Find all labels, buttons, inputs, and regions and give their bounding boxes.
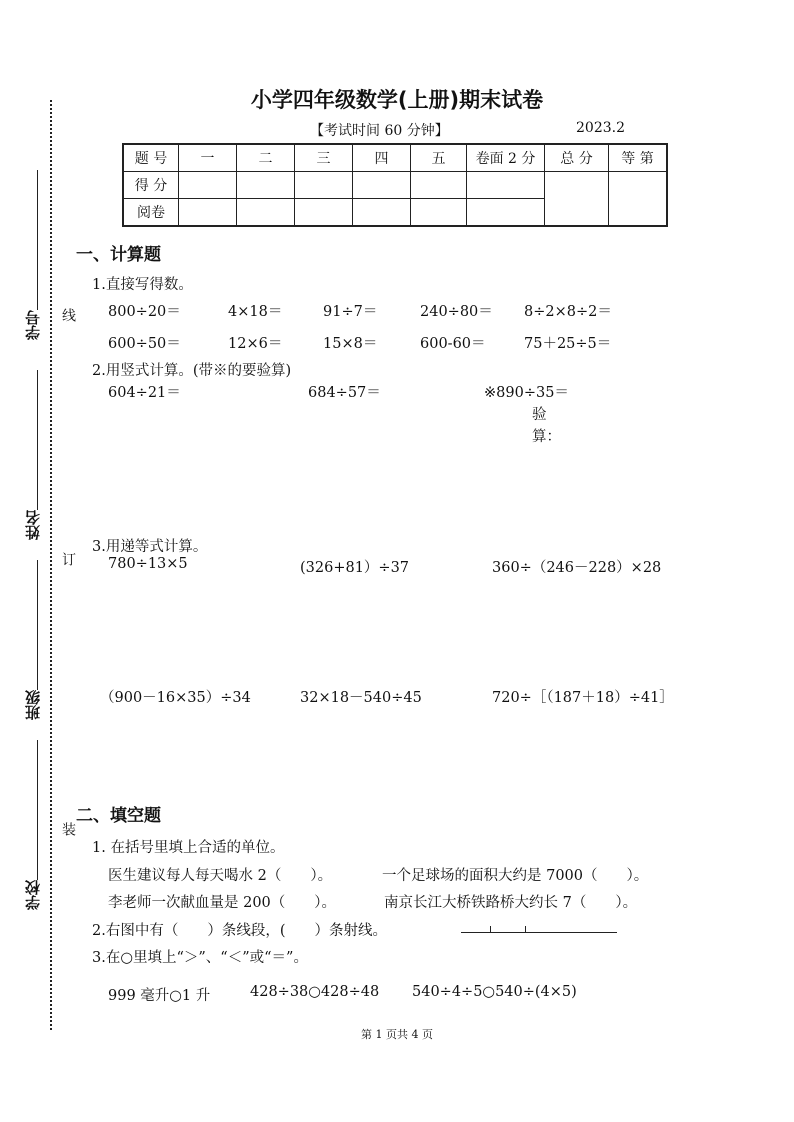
header-cell: 卷面 2 分 xyxy=(467,144,545,172)
q1-item: 600÷50＝ xyxy=(108,336,181,352)
page-title: 小学四年级数学(上册)期末试卷 xyxy=(250,88,544,112)
q2-item: 684÷57＝ xyxy=(308,385,381,401)
total-score-cell[interactable] xyxy=(545,172,609,227)
binding-mark-line: 线 xyxy=(60,308,76,322)
section1-heading: 一、计算题 xyxy=(76,245,161,265)
score-cell[interactable] xyxy=(295,172,353,199)
q1-item: 75＋25÷5＝ xyxy=(524,336,612,352)
q1-title: 1.直接写得数。 xyxy=(92,277,193,293)
exam-date: 2023.2 xyxy=(576,120,625,136)
q1-item: 91÷7＝ xyxy=(323,304,378,320)
school-field-line xyxy=(37,740,38,880)
q2-item: ※890÷35＝ xyxy=(484,385,569,401)
reviewer-cell[interactable] xyxy=(411,199,467,227)
compare-item: 540÷4÷5○540÷(4×5) xyxy=(412,984,577,1000)
header-cell: 五 xyxy=(411,144,467,172)
section2-heading: 二、填空题 xyxy=(76,806,161,826)
class-field-line xyxy=(37,560,38,690)
line-ray-figure xyxy=(461,932,617,933)
check-label-2: 算： xyxy=(532,429,561,445)
header-cell: 一 xyxy=(179,144,237,172)
q1-item: 600-60＝ xyxy=(420,336,486,352)
binding-mark-staple: 订 xyxy=(60,552,76,566)
q3-item: 780÷13×5 xyxy=(108,556,188,572)
figure-point-tick xyxy=(490,926,491,932)
q1-item: 12×6＝ xyxy=(228,336,283,352)
q2-item: 604÷21＝ xyxy=(108,385,181,401)
fill-q1-item: 南京长江大桥铁路桥大约长 7（ ）。 xyxy=(384,895,638,911)
binding-dotted-line xyxy=(50,100,52,1030)
q1-item: 8÷2×8÷2＝ xyxy=(524,304,612,320)
exam-time: 【考试时间 60 分钟】 xyxy=(310,123,449,139)
check-label-1: 验 xyxy=(532,407,547,423)
q1-item: 240÷80＝ xyxy=(420,304,493,320)
student-id-field-line xyxy=(37,170,38,310)
score-table-header-row xyxy=(123,144,667,172)
school-label: 学校 xyxy=(24,880,42,910)
q1-item: 4×18＝ xyxy=(228,304,283,320)
reviewer-cell[interactable] xyxy=(237,199,295,227)
q3-title: 3.用递等式计算。 xyxy=(92,539,208,555)
fill-q3-title: 3.在○里填上“＞”、“＜”或“＝”。 xyxy=(92,950,308,966)
compare-item: 428÷38○428÷48 xyxy=(250,984,380,1000)
score-cell[interactable] xyxy=(411,172,467,199)
compare-item: 999 毫升○1 升 xyxy=(108,988,211,1004)
header-cell: 总 分 xyxy=(545,144,609,172)
q1-item: 800÷20＝ xyxy=(108,304,181,320)
q3-item: （900－16×35）÷34 xyxy=(100,690,251,706)
score-cell[interactable] xyxy=(179,172,237,199)
name-label: 姓名 xyxy=(24,510,42,540)
header-cell: 题 号 xyxy=(123,144,179,172)
q1-item: 15×8＝ xyxy=(323,336,378,352)
reviewer-cell[interactable] xyxy=(467,199,545,227)
class-label: 班级 xyxy=(24,690,42,720)
fill-q1-item: 医生建议每人每天喝水 2（ ）。 xyxy=(108,868,333,884)
name-field-line xyxy=(37,370,38,510)
reviewer-cell[interactable] xyxy=(353,199,411,227)
fill-q2-text: 2.右图中有（ ）条线段，( ）条射线。 xyxy=(92,923,387,939)
header-cell: 四 xyxy=(353,144,411,172)
reviewer-cell[interactable] xyxy=(295,199,353,227)
binding-mark-bind: 装 xyxy=(60,822,76,836)
row-label: 得 分 xyxy=(123,172,179,199)
header-cell: 等 第 xyxy=(609,144,668,172)
page-footer: 第 1 页共 4 页 xyxy=(361,1028,433,1041)
header-cell: 二 xyxy=(237,144,295,172)
figure-point-tick xyxy=(525,926,526,932)
row-label: 阅卷 xyxy=(123,199,179,227)
q3-item: (326+81）÷37 xyxy=(300,560,410,576)
fill-q1-title: 1. 在括号里填上合适的单位。 xyxy=(92,840,285,856)
reviewer-cell[interactable] xyxy=(179,199,237,227)
score-row xyxy=(123,172,667,199)
header-cell: 三 xyxy=(295,144,353,172)
fill-q1-item: 一个足球场的面积大约是 7000（ ）。 xyxy=(382,868,649,884)
q3-item: 360÷（246－228）×28 xyxy=(492,560,662,576)
student-id-label: 学号 xyxy=(24,310,42,340)
score-table xyxy=(122,143,668,227)
fill-q1-item: 李老师一次献血量是 200（ ）。 xyxy=(108,895,337,911)
q2-title: 2.用竖式计算。(带※的要验算) xyxy=(92,363,292,379)
grade-cell[interactable] xyxy=(609,172,668,227)
score-cell[interactable] xyxy=(237,172,295,199)
q3-item: 720÷［（187＋18）÷41］ xyxy=(492,690,674,706)
score-cell[interactable] xyxy=(467,172,545,199)
score-cell[interactable] xyxy=(353,172,411,199)
q3-item: 32×18－540÷45 xyxy=(300,690,422,706)
